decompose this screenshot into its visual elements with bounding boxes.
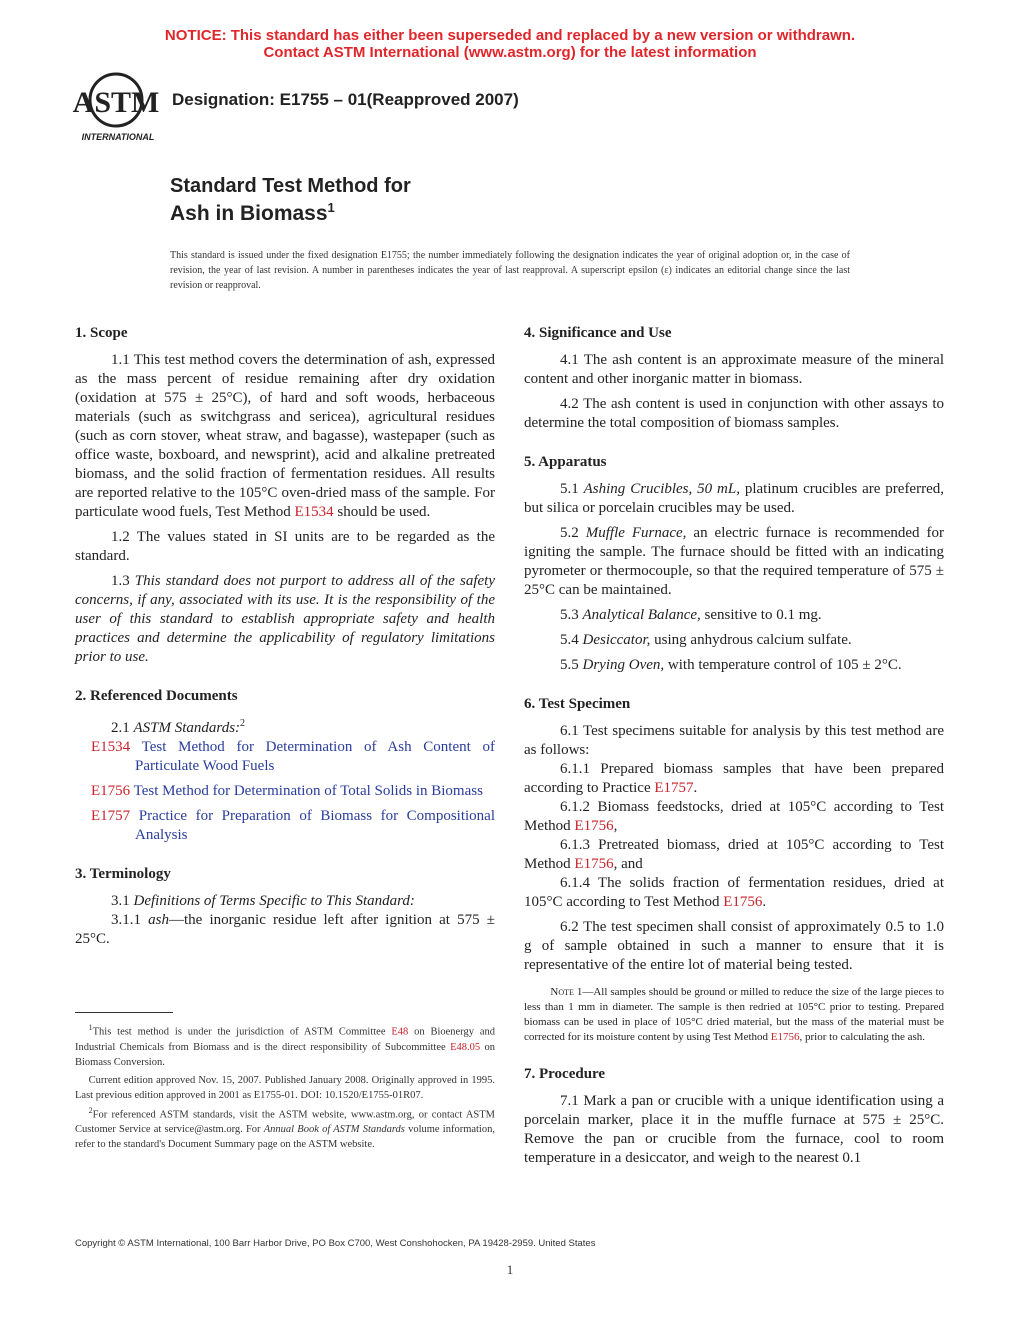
section-terminology	[75, 865, 495, 949]
para-5-3	[524, 606, 944, 625]
para-1-3-num: 1.3	[111, 573, 135, 589]
footnote-1-text-a: This test method is under the jurisdiction of ASTM Committee	[92, 1026, 392, 1038]
para-5-3-text: sensitive to 0.1 mg.	[700, 607, 822, 623]
para-3-1-num: 3.1	[111, 893, 134, 909]
terminology-heading: 3. Terminology	[75, 866, 171, 882]
para-5-3-term: Analytical Balance,	[582, 607, 701, 623]
para-2-1-text: ASTM Standards:	[133, 720, 241, 736]
para-6-1-3-text: 6.1.3 Pretreated biomass, dried at 105°C according to Test Method	[524, 837, 944, 872]
footnote-1-text-c: on Biomass Conversion.	[75, 1041, 496, 1068]
para-3-1-text: Definitions of Terms Specific to This Standard:	[133, 893, 415, 909]
note-1-label: Note 1	[550, 986, 583, 998]
para-5-4-num: 5.4	[560, 632, 583, 648]
footnote-2-text-a: For referenced ASTM standards, visit the ASTM website, www.astm.org, or contact ASTM Customer Service at service@astm.org. For	[75, 1109, 495, 1135]
para-5-1	[524, 480, 944, 518]
footnote-1	[75, 1020, 495, 1070]
para-1-3	[75, 572, 495, 667]
referenced-heading: 2. Referenced Documents	[75, 688, 238, 704]
designation: Designation: E1755 – 01(Reapproved 2007)	[172, 90, 519, 109]
right-column	[524, 324, 944, 1188]
para-1-3-text: This standard does not purport to address all of the safety concerns, if any, associated with its use. It is the responsibility of the user of this standard to establish appropriate safety and health practices and determine the applicability of regulatory limitations prior to use.	[75, 573, 495, 665]
ref-item[interactable]	[75, 782, 495, 801]
link-e1756[interactable]: E1756	[574, 818, 614, 834]
para-2-1-sup: 2	[240, 718, 246, 729]
para-6-1: 6.1 Test specimens suitable for analysis by this test method are as follows:	[524, 723, 944, 758]
para-5-1-term: Ashing Crucibles, 50 mL,	[583, 481, 740, 497]
astm-logo-icon	[70, 72, 162, 144]
para-6-1-4-end: .	[762, 894, 767, 910]
note-1-end: , prior to calculating the ash.	[799, 1031, 926, 1043]
link-e1756[interactable]: E1756	[723, 894, 763, 910]
title-line-1: Standard Test Method for	[170, 175, 411, 197]
section-significance	[524, 324, 944, 433]
link-e1534[interactable]: E1534	[294, 504, 334, 520]
para-6-1-1-end: .	[693, 780, 698, 796]
significance-heading: 4. Significance and Use	[524, 325, 672, 341]
logo-letters: ASTM	[72, 86, 160, 119]
para-5-5-term: Drying Oven,	[582, 657, 665, 673]
para-3-1	[75, 892, 495, 911]
section-procedure	[524, 1065, 944, 1168]
para-1-1-end: should be used.	[333, 504, 431, 520]
ref-code[interactable]: E1534	[91, 739, 131, 755]
ref-code[interactable]: E1756	[91, 783, 131, 799]
logo-label: INTERNATIONAL	[81, 132, 155, 142]
ref-item[interactable]	[75, 738, 495, 776]
para-5-5-text: with temperature control of 105 ± 2°C.	[664, 657, 902, 673]
para-5-3-num: 5.3	[560, 607, 583, 623]
ref-title[interactable]: Practice for Preparation of Biomass for Compositional Analysis	[130, 808, 495, 843]
para-4-2: 4.2 The ash content is used in conjunction with other assays to determine the total composition of biomass samples.	[524, 396, 944, 431]
issuance-statement: This standard is issued under the fixed designation E1755; the number immediately following the designation indicates the year of original adoption or, in the case of revision, the year of last revision. A number in parentheses indicates the year of last reapproval. A superscript epsilon (ε) indicates an editorial change since the last revision or reapproval.	[170, 250, 850, 291]
para-5-2-term: Muffle Furnace,	[585, 525, 687, 541]
link-e1756[interactable]: E1756	[574, 856, 614, 872]
para-6-1-4	[524, 874, 944, 912]
para-3-1-1-num: 3.1.1	[111, 912, 149, 928]
para-2-1	[75, 714, 495, 738]
page-number: 1	[506, 1262, 514, 1277]
title-text: Ash in Biomass	[170, 202, 328, 225]
para-5-4-text: using anhydrous calcium sulfate.	[650, 632, 852, 648]
section-apparatus	[524, 453, 944, 675]
footnote-1-mark: 1	[88, 1023, 93, 1032]
para-5-5	[524, 656, 944, 675]
para-5-2	[524, 524, 944, 600]
specimen-heading: 6. Test Specimen	[524, 696, 631, 712]
astm-logo	[70, 72, 162, 144]
para-5-1-num: 5.1	[560, 481, 584, 497]
footnote-2-text-b: volume information, refer to the standard's Document Summary page on the ASTM website.	[75, 1124, 495, 1150]
note-1	[524, 985, 944, 1045]
ref-code[interactable]: E1757	[91, 808, 131, 824]
scope-heading: 1. Scope	[75, 325, 128, 341]
para-2-1-num: 2.1	[111, 720, 134, 736]
notice-line-2: Contact ASTM International (www.astm.org) for the latest information	[263, 44, 757, 61]
term-ash: ash	[148, 912, 170, 928]
ref-item[interactable]	[75, 807, 495, 845]
para-5-4	[524, 631, 944, 650]
ref-title[interactable]: Test Method for Determination of Ash Content of Particulate Wood Fuels	[130, 739, 495, 774]
para-6-1-2-text: 6.1.2 Biomass feedstocks, dried at 105°C according to Test Method	[524, 799, 944, 834]
para-6-1-4-text: 6.1.4 The solids fraction of fermentation residues, dried at 105°C according to Test Method	[524, 875, 944, 910]
link-e1757[interactable]: E1757	[654, 780, 694, 796]
para-3-1-1	[75, 911, 495, 949]
link-e1756[interactable]: E1756	[770, 1031, 800, 1043]
ref-title[interactable]: Test Method for Determination of Total Solids in Biomass	[130, 783, 483, 799]
link-e48-05[interactable]: E48.05	[450, 1041, 481, 1053]
para-1-1	[75, 351, 495, 522]
footnote-2-mark: 2	[88, 1105, 93, 1115]
para-1-2: 1.2 The values stated in SI units are to be regarded as the standard.	[75, 529, 495, 564]
para-6-1-3-end: , and	[613, 856, 643, 872]
copyright: Copyright © ASTM International, 100 Barr Harbor Drive, PO Box C700, West Conshohocken, PA 19428-2959. United States	[75, 1238, 596, 1249]
para-4-1: 4.1 The ash content is an approximate measure of the mineral content and other inorganic matter in biomass.	[524, 352, 944, 387]
section-referenced-documents	[75, 687, 495, 845]
para-6-1-2-end: ,	[613, 818, 618, 834]
title-line-2	[170, 200, 335, 226]
title-footnote-mark: 1	[327, 200, 335, 215]
procedure-heading: 7. Procedure	[524, 1066, 606, 1082]
para-3-1-1-text: —the inorganic residue left after ignition at 575 ± 25°C.	[75, 912, 495, 947]
footnote-2	[75, 1103, 495, 1153]
para-6-1-3	[524, 836, 944, 874]
footnote-edition: Current edition approved Nov. 15, 2007. Published January 2008. Originally approved in 1995. Last previous edition approved in 2001 as E1755-01. DOI: 10.1520/E1755-01R07.	[75, 1074, 495, 1101]
para-6-1-1	[524, 760, 944, 798]
withdrawal-notice	[0, 27, 1020, 61]
link-e48[interactable]: E48	[391, 1026, 409, 1038]
footnote-2-italic: Annual Book of ASTM Standards	[263, 1124, 405, 1135]
section-test-specimen	[524, 695, 944, 1045]
notice-line-1: NOTICE: This standard has either been superseded and replaced by a new version or withdrawn.	[164, 27, 856, 44]
footnote-divider	[75, 1012, 173, 1013]
para-7-1: 7.1 Mark a pan or crucible with a unique identification using a porcelain marker, place it in the muffle furnace at 575 ± 25°C. Remove the pan or crucible from the furnace, cool to room temperature in a desiccator, and weigh to the nearest 0.1	[524, 1093, 944, 1166]
left-column	[75, 324, 495, 969]
para-5-4-term: Desiccator,	[582, 632, 651, 648]
para-6-1-2	[524, 798, 944, 836]
para-6-1-1-text: 6.1.1 Prepared biomass samples that have been prepared according to Practice	[524, 761, 944, 796]
para-6-2: 6.2 The test specimen shall consist of approximately 0.5 to 1.0 g of sample obtained in such a manner to ensure that it is representative of the entire lot of material being tested.	[524, 919, 944, 973]
para-1-1-text: 1.1 This test method covers the determination of ash, expressed as the mass percent of residue remaining after dry oxidation (oxidation at 575 ± 25°C), of hard and soft woods, herbaceous materials (such as switchgrass and sericea), agricultural residues (such as corn stover, wheat straw, and bagasse), wastepaper (such as office waste, boxboard, and newsprint), acid and alkaline pretreated biomass, and the solid fraction of fermentation residues. All results are reported relative to the 105°C oven-dried mass of the sample. For particulate wood fuels, Test Method	[75, 352, 495, 520]
para-5-2-num: 5.2	[560, 525, 586, 541]
section-scope	[75, 324, 495, 667]
footnote-1-text-b: on Bioenergy and Industrial Chemicals from Biomass and is the direct responsibility of Subcommittee	[75, 1026, 495, 1053]
apparatus-heading: 5. Apparatus	[524, 454, 607, 470]
para-5-1-text: platinum crucibles are preferred, but silica or porcelain crucibles may be used.	[524, 481, 944, 516]
note-1-text: —All samples should be ground or milled to reduce the size of the large pieces to less than 1 mm in diameter. The sample is then redried at 105°C prior to testing. Prepared biomass can be used in place of 105°C dried material, but the mass of the material must be corrected for its moisture content by using Test Method	[524, 986, 945, 1043]
para-5-5-num: 5.5	[560, 657, 583, 673]
para-5-2-text: an electric furnace is recommended for igniting the sample. The furnace should be fitted with an indicating pyrometer or thermocouple, so that the required temperature of 575 ± 25°C can be maintained.	[524, 525, 944, 598]
footnotes	[75, 1020, 495, 1152]
